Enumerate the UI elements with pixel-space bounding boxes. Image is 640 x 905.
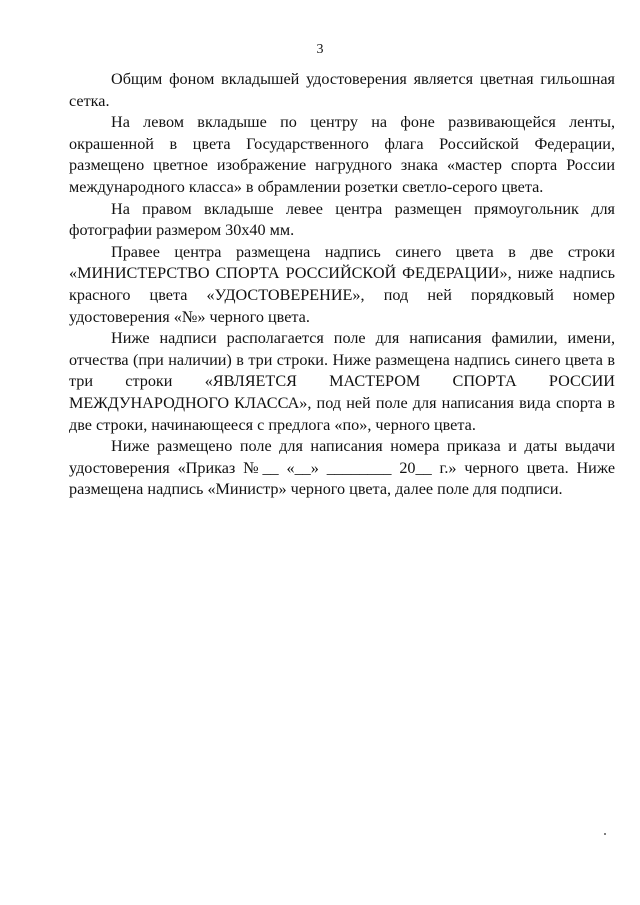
paragraph-order-field: Ниже размещено поле для написания номера приказа и даты выдачи удостоверения «Приказ №__ «__» ________ 20__ г.» черного цвета. Ниже размещена надпись «Министр» черного цвета, далее поле для подписи. <box>69 437 615 499</box>
document-body <box>69 69 615 501</box>
paragraph-left-insert: На левом вкладыше по центру на фоне развивающейся ленты, окрашенной в цвета Государственного флага Российской Федерации, размещено цветное изображение нагрудного знака «мастер спорта России международного класса» в обрамлении розетки светло-серого цвета. <box>69 113 615 196</box>
paragraph-ministry-inscription: Правее центра размещена надпись синего цвета в две строки «МИНИСТЕРСТВО СПОРТА РОССИЙСКОЙ ФЕДЕРАЦИИ», ниже надпись красного цвета «УДОСТОВЕРЕНИЕ», под ней порядковый номер удостоверения «№» черного цвета. <box>69 242 615 326</box>
scan-speck <box>604 833 606 835</box>
paragraph-name-field: Ниже надписи располагается поле для написания фамилии, имени, отчества (при наличии) в три строки. Ниже размещена надпись синего цвета в три строки «ЯВЛЯЕТСЯ МАСТЕРОМ СПОРТА РОССИИ МЕЖДУНАРОДНОГО КЛАССА», под ней поле для написания вида спорта в две строки, начинающееся с предлога «по», черного цвета. <box>69 329 615 434</box>
page-number: 3 <box>316 42 324 57</box>
paragraph-photo-rectangle: На правом вкладыше левее центра размещен прямоугольник для фотографии размером 30х40 мм. <box>69 199 615 240</box>
paragraph-background: Общим фоном вкладышей удостоверения является цветная гильошная сетка. <box>69 70 615 110</box>
